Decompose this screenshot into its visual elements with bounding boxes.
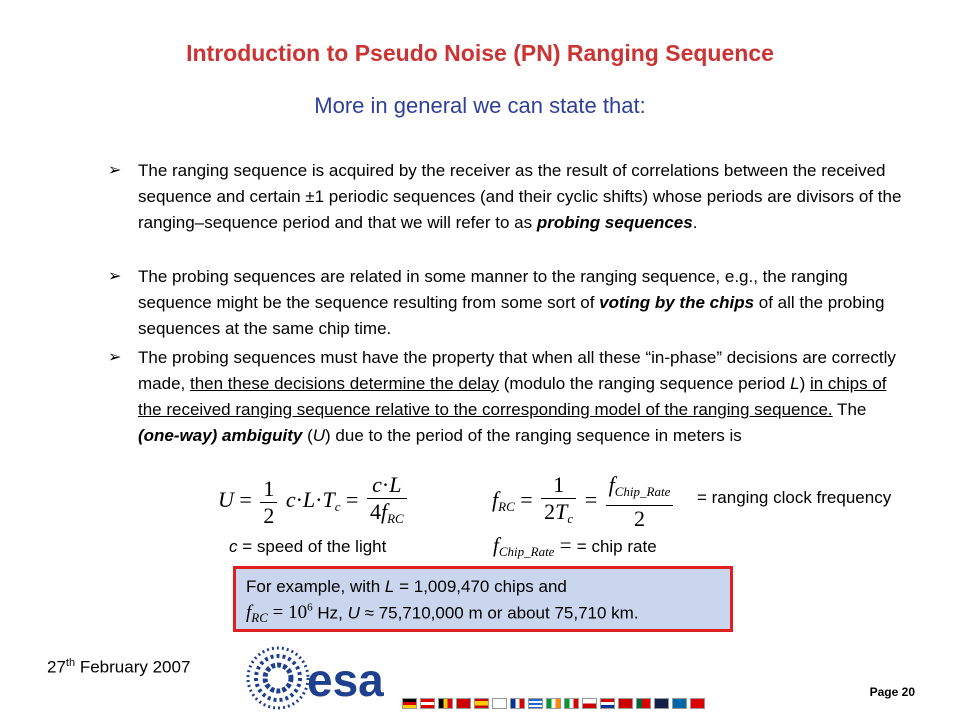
flag-icon xyxy=(510,698,525,709)
flag-icon xyxy=(582,698,597,709)
bullet-1-text: The ranging sequence is acquired by the receiver as the result of correlations between the received sequence and certain ±1 periodic sequences (and their cyclic shifts) whose periods are divisors of the ranging–sequence period and that we will refer to as probing sequences. xyxy=(138,161,902,232)
flag-icon xyxy=(474,698,489,709)
flag-icon xyxy=(438,698,453,709)
flag-icon xyxy=(492,698,507,709)
arrow-bullet-icon: ➢ xyxy=(108,349,122,366)
example-box xyxy=(233,566,733,632)
bullet-2-text: The probing sequences are related in some manner to the ranging sequence, e.g., the ranging sequence might be the sequence resulting from some sort of voting by the chips of all the probing sequences at the same chip time. xyxy=(138,267,885,338)
arrow-bullet-icon: ➢ xyxy=(108,268,122,285)
example-line-2: $f_{RC} = 10^6$ Hz, U ≈ 75,710,000 m or about 75,710 km. xyxy=(246,602,639,626)
ambiguity-formula: U = $\frac{1}{2}$ $c\cdot L\cdot T_c$ = $\frac{c\cdot L}{4f_{RC}}$ xyxy=(218,472,410,532)
flag-icon xyxy=(402,698,417,709)
chip-rate-label: $f_{Chip\_Rate}$ = = chip rate xyxy=(493,533,657,559)
bullet-3-text: The probing sequences must have the property that when all these “in-phase” decisions are correctly made, then these decisions determine the delay (modulo the ranging sequence period L) in chips of the received ranging sequence relative to the corresponding model of the ranging sequence. The (one-way) ambiguity (U) due to the period of the ranging sequence in meters is xyxy=(138,348,896,445)
flag-icon xyxy=(420,698,435,709)
bullet-3 xyxy=(108,345,908,449)
slide-subtitle: More in general we can state that: xyxy=(314,93,646,118)
flag-icon xyxy=(690,698,705,709)
page-number: Page 20 xyxy=(869,685,915,699)
esa-logo-icon xyxy=(245,640,405,716)
ranging-clock-label: = ranging clock frequency xyxy=(697,488,892,507)
flag-icon xyxy=(456,698,471,709)
flag-icon xyxy=(528,698,543,709)
flag-icon xyxy=(654,698,669,709)
bullet-1 xyxy=(108,158,908,236)
flag-icon xyxy=(546,698,561,709)
flag-icon xyxy=(672,698,687,709)
footer-date: 27th February 2007 xyxy=(47,657,191,677)
ranging-clock-formula: $f_{RC}$ = $\frac{1}{2T_c}$ = $\frac{f_{Chip\_Rate}}{2}$ xyxy=(492,472,676,532)
flag-icon xyxy=(600,698,615,709)
flag-icon xyxy=(636,698,651,709)
bullet-2 xyxy=(108,264,908,342)
arrow-bullet-icon: ➢ xyxy=(108,162,122,179)
slide-title: Introduction to Pseudo Noise (PN) Ranging Sequence xyxy=(186,40,774,66)
flag-icon xyxy=(564,698,579,709)
flag-icon xyxy=(618,698,633,709)
example-line-1: For example, with L = 1,009,470 chips and xyxy=(246,577,567,596)
esa-logo-text: esa xyxy=(307,654,384,706)
speed-of-light-label: c = speed of the light xyxy=(229,537,387,556)
